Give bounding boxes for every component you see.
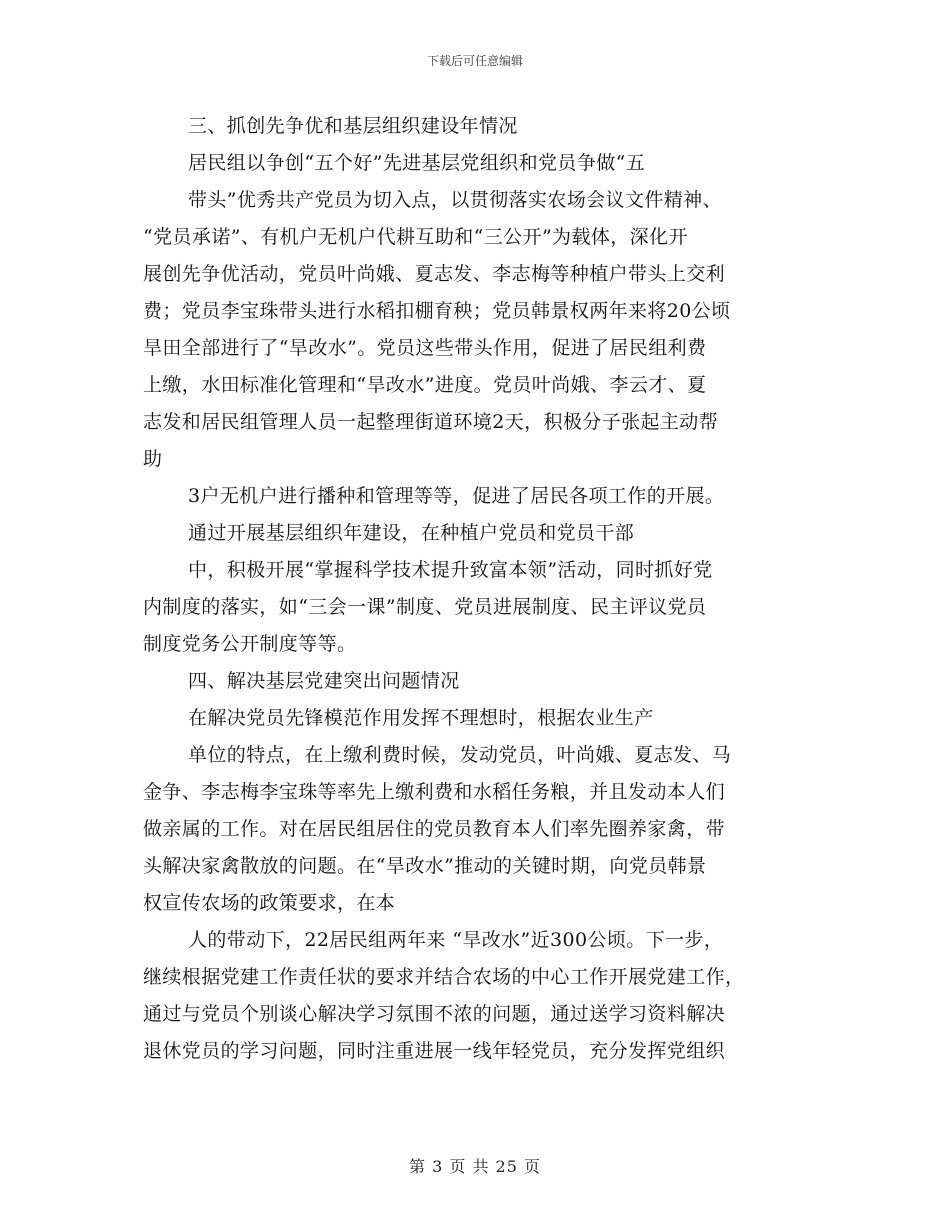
body-line: 内制度的落实，如“三会一课”制度、党员进展制度、民主评议党员 xyxy=(143,596,707,618)
body-line: 头解决家禽散放的问题。在“旱改水”推动的关键时期，向党员韩景 xyxy=(143,855,707,877)
body-line: 单位的特点，在上缴利费时候，发动党员，叶尚娥、夏志发、马 xyxy=(188,744,732,766)
body-line: 做亲属的工作。对在居民组居住的党员教育本人们率先圈养家禽，带 xyxy=(143,818,726,840)
body-line: 继续根据党建工作责任状的要求并结合农场的中心工作开展党建工作， xyxy=(143,966,745,988)
body-line: 旱田全部进行了“旱改水”。党员这些带头作用，促进了居民组利费 xyxy=(143,337,707,359)
heading-section-3: 三、抓创先争优和基层组织建设年情况 xyxy=(188,115,518,137)
body-line: “党员承诺”、有机户无机户代耕互助和“三公开”为载体，深化开 xyxy=(143,226,688,248)
page-header: 下载后可任意编辑 xyxy=(426,54,523,68)
body-line: 费；党员李宝珠带头进行水稻扣棚育秧；党员韩景权两年来将20公顷 xyxy=(143,300,731,322)
body-line: 展创先争优活动，党员叶尚娥、夏志发、李志梅等种植户带头上交利 xyxy=(143,263,726,285)
body-line: 金争、李志梅李宝珠等率先上缴利费和水稻任务粮，并且发动本人们 xyxy=(143,781,726,803)
body-line: 带头”优秀共产党员为切入点，以贯彻落实农场会议文件精神、 xyxy=(188,189,722,211)
body-line: 居民组以争创“五个好”先进基层党组织和党员争做“五 xyxy=(188,152,646,174)
page-footer: 第 3 页 共 25 页 xyxy=(409,1157,541,1176)
body-line: 助 xyxy=(143,448,163,470)
body-line: 人的带动下，22居民组两年来 “旱改水”近300公顷。下一步， xyxy=(188,929,724,951)
body-line: 上缴，水田标准化管理和“旱改水”进度。党员叶尚娥、李云才、夏 xyxy=(143,374,707,396)
body-line: 通过与党员个别谈心解决学习氛围不浓的问题，通过送学习资料解决 xyxy=(143,1003,726,1025)
heading-section-4: 四、解决基层党建突出问题情况 xyxy=(188,670,460,692)
body-line: 在解决党员先锋模范作用发挥不理想时，根据农业生产 xyxy=(188,707,654,729)
body-line: 退休党员的学习问题，同时注重进展一线年轻党员，充分发挥党组织 xyxy=(143,1040,726,1062)
body-line: 通过开展基层组织年建设，在种植户党员和党员干部 xyxy=(188,522,635,544)
body-line: 志发和居民组管理人员一起整理街道环境2天，积极分子张起主动帮 xyxy=(143,411,719,433)
body-line: 制度党务公开制度等等。 xyxy=(143,633,357,655)
body-line: 权宣传农场的政策要求，在本 xyxy=(143,892,396,914)
body-line: 中，积极开展“掌握科学技术提升致富本领”活动，同时抓好党 xyxy=(188,559,713,581)
body-line: 3户无机户进行播种和管理等等，促进了居民各项工作的开展。 xyxy=(188,485,725,507)
